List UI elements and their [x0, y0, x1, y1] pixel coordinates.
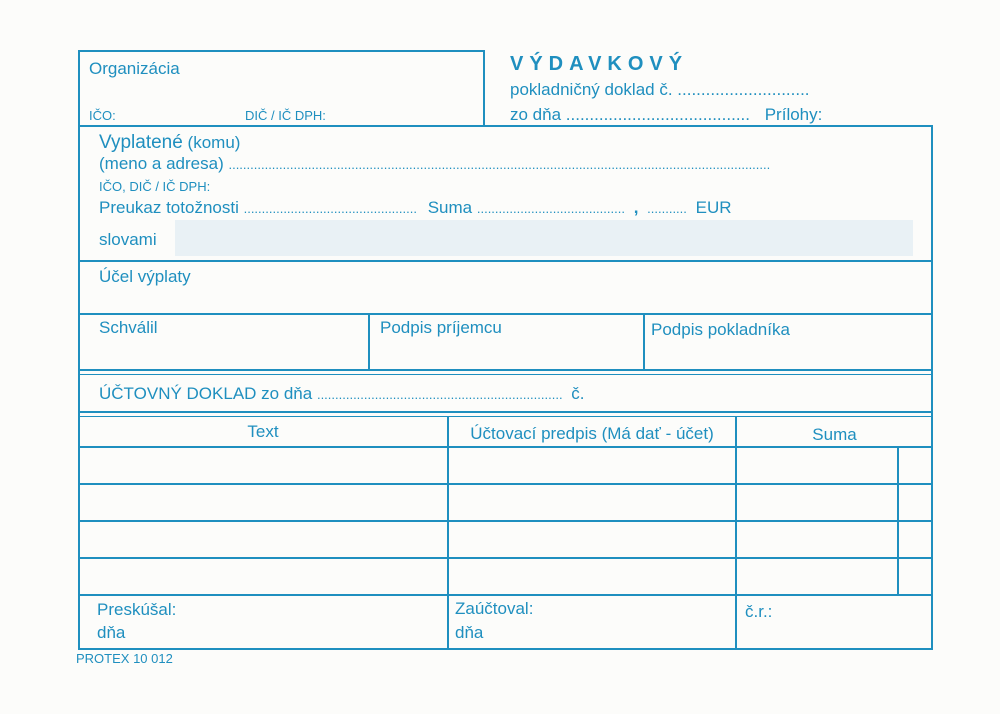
sum-label: Suma — [427, 198, 473, 217]
table-header-sum: Suma — [812, 425, 857, 444]
paid-to-label: Vyplatené — [99, 132, 183, 153]
id-sum-row — [99, 199, 732, 216]
cashier-signature-label: Podpis pokladníka — [651, 320, 790, 339]
table-row-rule — [78, 483, 933, 485]
record-number-label: č.r.: — [745, 602, 773, 621]
accounting-label: ÚČTOVNÝ DOKLAD zo dňa — [99, 384, 313, 403]
doc-date-label: zo dňa — [510, 105, 562, 124]
checked-by-label: Preskúšal: — [97, 600, 177, 619]
posted-by-label: Zaúčtoval: — [455, 599, 534, 618]
id-label: Preukaz totožnosti — [99, 198, 239, 217]
name-address-row — [99, 155, 770, 172]
document-title: VÝDAVKOVÝ — [510, 53, 689, 75]
signature-divider-1 — [368, 313, 370, 369]
doc-date-field[interactable]: ....................................... — [565, 105, 750, 124]
name-address-label: (meno a adresa) — [99, 154, 224, 173]
doc-number-field[interactable]: ............................ — [677, 80, 810, 99]
doc-number-label: pokladničný doklad č. — [510, 80, 673, 99]
doc-date-row — [510, 106, 822, 123]
purpose-top-rule — [78, 260, 933, 262]
currency-label: EUR — [695, 198, 732, 217]
table-col-divider-1 — [447, 416, 449, 596]
sum-field[interactable]: ......................................... — [476, 201, 625, 216]
form-code: PROTEX 10 012 — [76, 651, 173, 666]
paid-to-row — [99, 133, 240, 152]
accounting-no-label: č. — [571, 384, 585, 403]
header-right-rule — [483, 125, 933, 127]
table-header-rule — [78, 446, 933, 448]
attachments-label: Prílohy: — [764, 105, 823, 124]
name-address-field[interactable]: ...................................................................................................................................................... — [228, 157, 771, 172]
approved-label: Schválil — [99, 318, 158, 337]
accounting-top-rule — [78, 369, 933, 371]
signature-divider-2 — [643, 313, 645, 369]
ico-label: IČO: — [89, 108, 116, 123]
id-field[interactable]: ................................................ — [243, 201, 417, 216]
checked-date-label: dňa — [97, 623, 126, 642]
footer-divider-1 — [447, 594, 449, 650]
sum-comma: , — [633, 198, 639, 217]
recipient-signature-label: Podpis príjemcu — [380, 318, 502, 337]
accounting-row — [99, 385, 585, 402]
footer-divider-2 — [735, 594, 737, 650]
paid-to-suffix: (komu) — [187, 133, 241, 152]
payee-ico-dic-label: IČO, DIČ / IČ DPH: — [99, 179, 211, 194]
posted-date-label: dňa — [455, 623, 484, 642]
purpose-label: Účel výplaty — [99, 267, 191, 286]
table-row-rule — [78, 520, 933, 522]
table-row-rule — [78, 557, 933, 559]
accounting-date-field[interactable]: .................................................................... — [316, 387, 563, 402]
signatures-top-rule — [78, 313, 933, 315]
table-col-divider-2 — [735, 416, 737, 596]
cents-field[interactable]: ........... — [647, 201, 687, 216]
amount-in-words-field[interactable] — [175, 220, 913, 256]
words-label: slovami — [99, 230, 157, 249]
table-bottom-rule — [78, 594, 933, 596]
organization-label: Organizácia — [89, 59, 180, 78]
dic-label: DIČ / IČ DPH: — [245, 108, 326, 123]
table-header-entry: Účtovací predpis (Má dať - účet) — [470, 424, 714, 443]
doc-number-row — [510, 81, 810, 98]
table-header-text: Text — [247, 422, 279, 441]
accounting-bottom-rule-2 — [78, 416, 933, 417]
accounting-top-rule-2 — [78, 374, 933, 375]
accounting-bottom-rule — [78, 411, 933, 413]
